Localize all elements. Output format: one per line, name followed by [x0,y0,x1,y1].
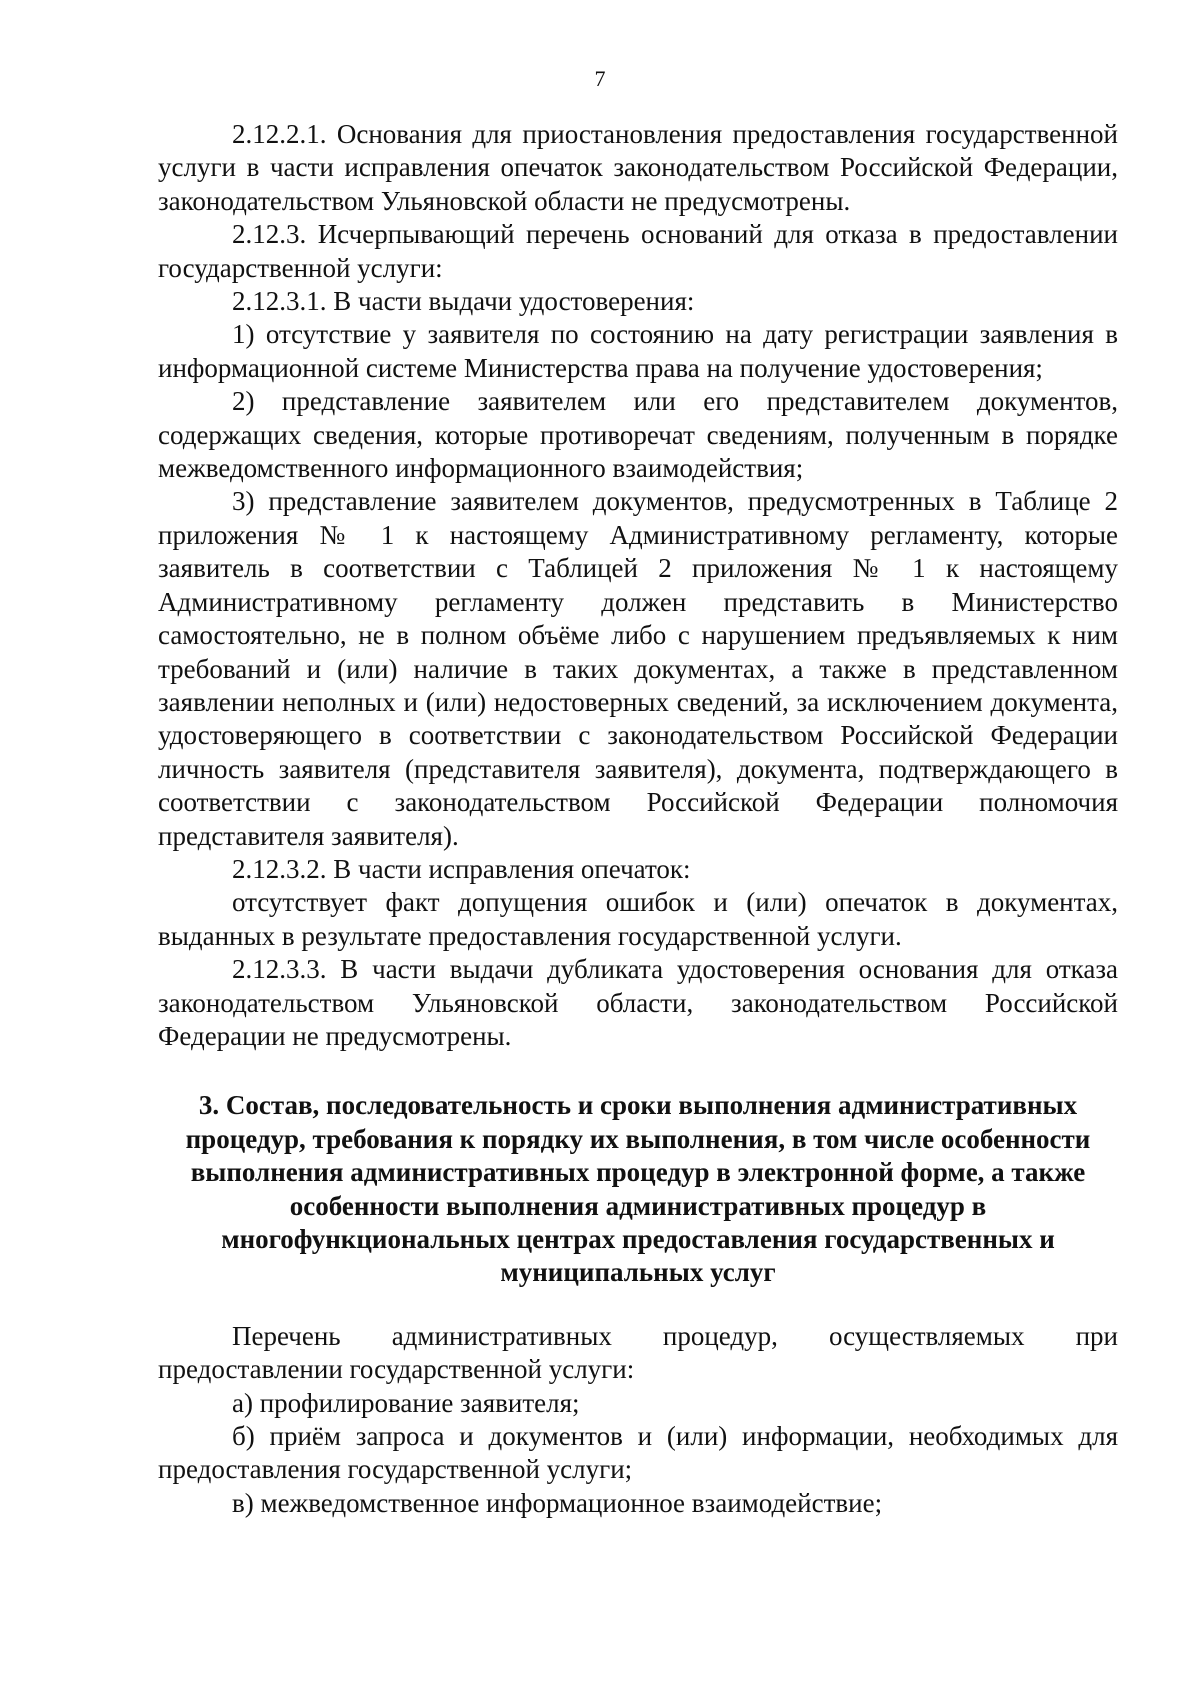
section-heading: 3. Состав, последовательность и сроки выполнения административных процедур, требования к порядку их выполнения, в том числе особенности выполнения административных процедур в электронной форме, а также особенности выполнения административных процедур в многофункциональных центрах предоставления государственных и муниципальных услуг [185,1090,1091,1288]
paragraph: 2.12.3.3. В части выдачи дубликата удостоверения основания для отказа законодательством Ульяновской области, законодательством Российской Федерации не предусмотрены. [158,954,1118,1051]
paragraph: 1) отсутствие у заявителя по состоянию на дату регистрации заявления в информационной системе Министерства права на получение удостоверения; [158,319,1118,383]
paragraph: 2.12.2.1. Основания для приостановления предоставления государственной услуги в части исправления опечаток законодательством Российской Федерации, законодательством Ульяновской области не предусмотрены. [158,119,1118,216]
paragraph: 2.12.3.2. В части исправления опечаток: [232,853,691,884]
document-body [158,118,1118,1520]
list-item: в) межведомственное информационное взаимодействие; [232,1487,883,1518]
list-item: а) профилирование заявителя; [232,1387,580,1418]
paragraph: 2) представление заявителем или его представителем документов, содержащих сведения, которые противоречат сведениям, полученным в порядке межведомственного информационного взаимодействия; [158,386,1118,484]
page-number: 7 [594,66,606,91]
paragraph: отсутствует факт допущения ошибок и (или) опечаток в документах, выданных в результате предоставления государственной услуги. [158,887,1118,951]
paragraph: Перечень административных процедур, осуществляемых при предоставлении государственной услуги: [158,1320,1118,1385]
paragraph: 3) представление заявителем документов, предусмотренных в Таблице 2 приложения № 1 к настоящему Административному регламенту, которые заявитель в соответствии с Таблицей 2 приложения № 1 к настоящему Административному регламенту должен представить в Министерство самостоятельно, не в полном объёме либо с нарушением предъявляемых к ним требований и (или) наличие в таких документах, а также в представленном заявлении неполных и (или) недостоверных сведений, за исключением документа, удостоверяющего в соответствии с законодательством Российской Федерации личность заявителя (представителя заявителя), документа, подтверждающего в соответствии с законодательством Российской Федерации полномочия представителя заявителя). [158,486,1118,851]
paragraph: 2.12.3.1. В части выдачи удостоверения: [232,286,695,317]
list-item: б) приём запроса и документов и (или) информации, необходимых для предоставления государственной услуги; [158,1421,1118,1485]
paragraph: 2.12.3. Исчерпывающий перечень оснований для отказа в предоставлении государственной услуги: [158,219,1118,283]
